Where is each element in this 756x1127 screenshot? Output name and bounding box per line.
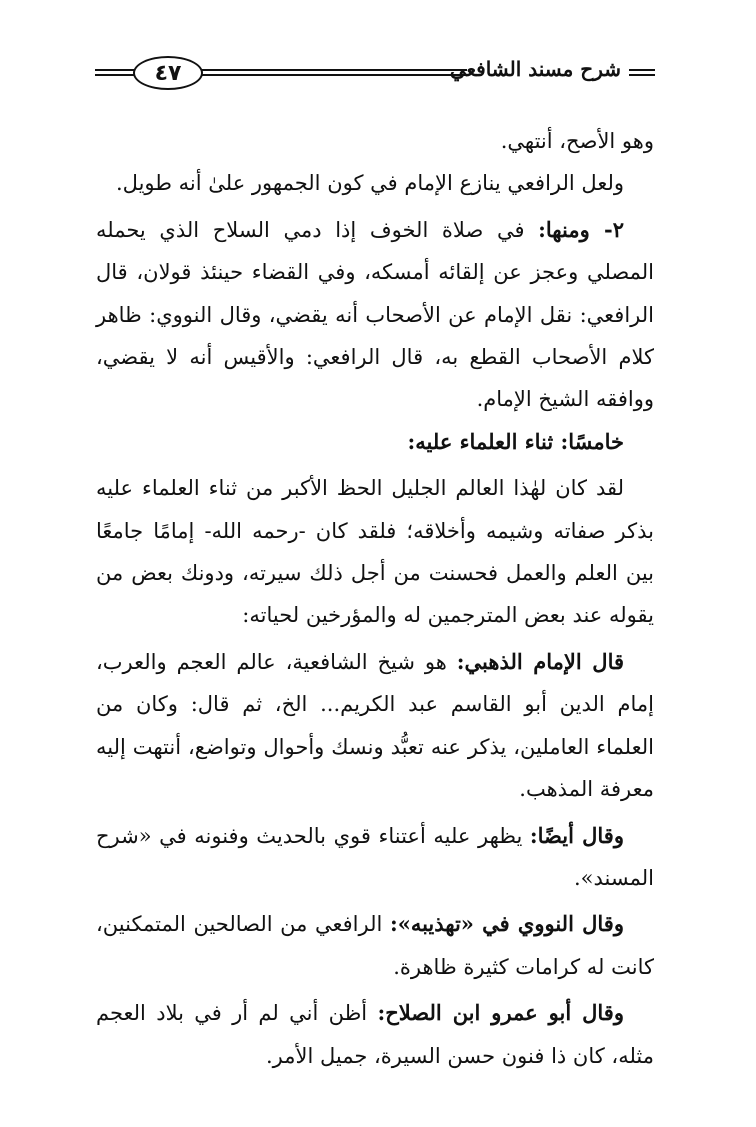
header-rule-left — [95, 69, 135, 76]
paragraph-3 — [96, 209, 654, 421]
quote-dhahabi-text: هو شيخ الشافعية، عالم العجم والعرب، إمام الدين أبو القاسم عبد الكريم... الخ، ثم قال: وكان من العلماء العاملين، يذكر عنه تعبُّد ونسك وأحوال وتواضع، أنتهت إليه معرفة المذهب. — [96, 649, 654, 802]
quote-ibn-salah — [96, 992, 654, 1077]
page-number: ٤٧ — [154, 60, 182, 86]
item-number-label: ٢- ومنها: — [538, 216, 624, 242]
quote-dhahabi-2 — [96, 815, 654, 900]
quote-ibn-salah-text: أظن أني لم أر في بلاد العجم مثله، كان ذا فنون حسن السيرة، جميل الأمر. — [96, 1001, 654, 1068]
quote-nawawi-text: الرافعي من الصالحين المتمكنين، كانت له كرامات كثيرة ظاهرة. — [96, 912, 654, 979]
quote-dhahabi-label: قال الإمام الذهبي: — [456, 648, 624, 674]
header-ornament-right — [629, 69, 655, 76]
paragraph-4: لقد كان لهٰذا العالم الجليل الحظ الأكبر من ثناء العلماء عليه بذكر صفاته وشيمه وأخلاقه؛ فلقد كان -رحمه الله- إمامًا جامعًا بين العلم والعمل فحسنت من أجل ذلك سيرته، ودونك بعض من يقوله عند بعض المترجمين له والمؤرخين لحياته: — [96, 476, 654, 628]
quote-dhahabi-2-text: يظهر عليه أعتناء قوي بالحديث وفنونه في «شرح المسند». — [96, 823, 654, 890]
quote-ibn-salah-label: وقال أبو عمرو ابن الصلاح: — [377, 1000, 624, 1026]
quote-dhahabi-2-label: وقال أيضًا: — [529, 822, 624, 848]
running-header — [95, 55, 655, 95]
paragraph-3-text: في صلاة الخوف إذا دمي السلاح الذي يحمله المصلي وعجز عن إلقائه أمسكه، وفي القضاء حينئذ قولان، قال الرافعي: نقل الإمام عن الأصحاب أنه يقضي، وقال النووي: ظاهر كلام الأصحاب القطع به، قال الرافعي: والأقيس أنه لا يقضي، ووافقه الشيخ الإمام. — [96, 217, 654, 412]
quote-nawawi — [96, 903, 654, 988]
page-number-badge — [133, 56, 203, 90]
quote-nawawi-label: وقال النووي في «تهذيبه»: — [389, 911, 624, 937]
book-title: شرح مسند الشافعي — [449, 57, 621, 81]
section-heading: خامسًا: ثناء العلماء عليه: — [407, 428, 624, 454]
page-body — [96, 120, 654, 1077]
quote-dhahabi — [96, 641, 654, 811]
paragraph-1: وهو الأصح، أنتهي. — [500, 129, 654, 153]
paragraph-2: ولعل الرافعي ينازع الإمام في كون الجمهور علىٰ أنه طويل. — [115, 171, 624, 196]
header-rule — [195, 69, 467, 76]
